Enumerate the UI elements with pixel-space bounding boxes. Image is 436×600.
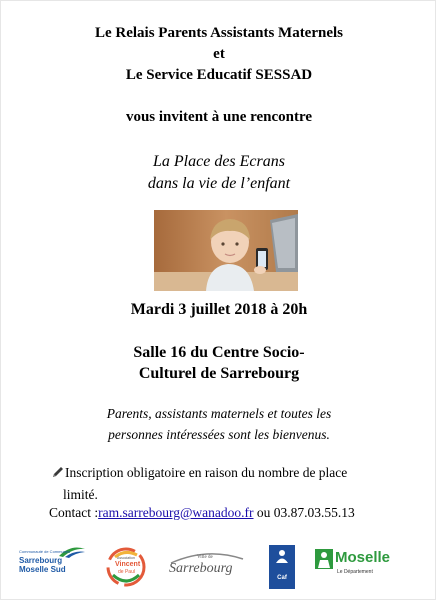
caf-emblem-icon: [274, 548, 290, 564]
organizer-line-1: Le Relais Parents Assistants Maternels: [94, 25, 344, 41]
ville-sarrebourg-logo: Ville de Sarrebourg: [167, 545, 247, 589]
invitation-line: vous invitent à une rencontre: [125, 109, 313, 125]
moselle-person-icon: [315, 549, 333, 569]
welcome-line-2: personnes intéressées sont les bienvenus.: [108, 427, 330, 442]
inscription-line-2: limité.: [63, 487, 98, 502]
event-title-line-2: dans la vie de l’enfant: [147, 175, 291, 192]
contact-phone[interactable]: 03.87.03.55.13: [273, 505, 355, 520]
venue-line-1: Salle 16 du Centre Socio-: [133, 344, 305, 361]
child-with-phone-photo: [154, 210, 298, 291]
event-date: Mardi 3 juillet 2018 à 20h: [130, 301, 308, 318]
vincent-de-paul-logo: Association Vincent de Paul: [105, 545, 147, 589]
contact-label: Contact :: [49, 505, 99, 520]
cc-sarrebourg-logo: Communauté de Communes Sarrebourg Moselle Sud: [19, 545, 89, 589]
pencil-icon: [51, 466, 65, 478]
organizer-line-3: Le Service Educatif SESSAD: [125, 67, 313, 83]
event-title-line-1: La Place des Ecrans: [153, 153, 285, 170]
contact-email-link[interactable]: ram.sarrebourg@wanadoo.fr: [98, 505, 254, 520]
inscription-line-1: Inscription obligatoire en raison du nombre de place: [51, 465, 347, 481]
contact-separator: ou: [253, 505, 274, 520]
moselle-departement-logo: Moselle Le Département: [315, 545, 395, 589]
caf-logo: Caf: [269, 545, 295, 589]
venue-line-2: Culturel de Sarrebourg: [138, 365, 300, 382]
welcome-line-1: Parents, assistants maternels et toutes les: [106, 406, 332, 421]
contact-line: [49, 505, 355, 521]
organizer-line-2: et: [213, 46, 225, 62]
